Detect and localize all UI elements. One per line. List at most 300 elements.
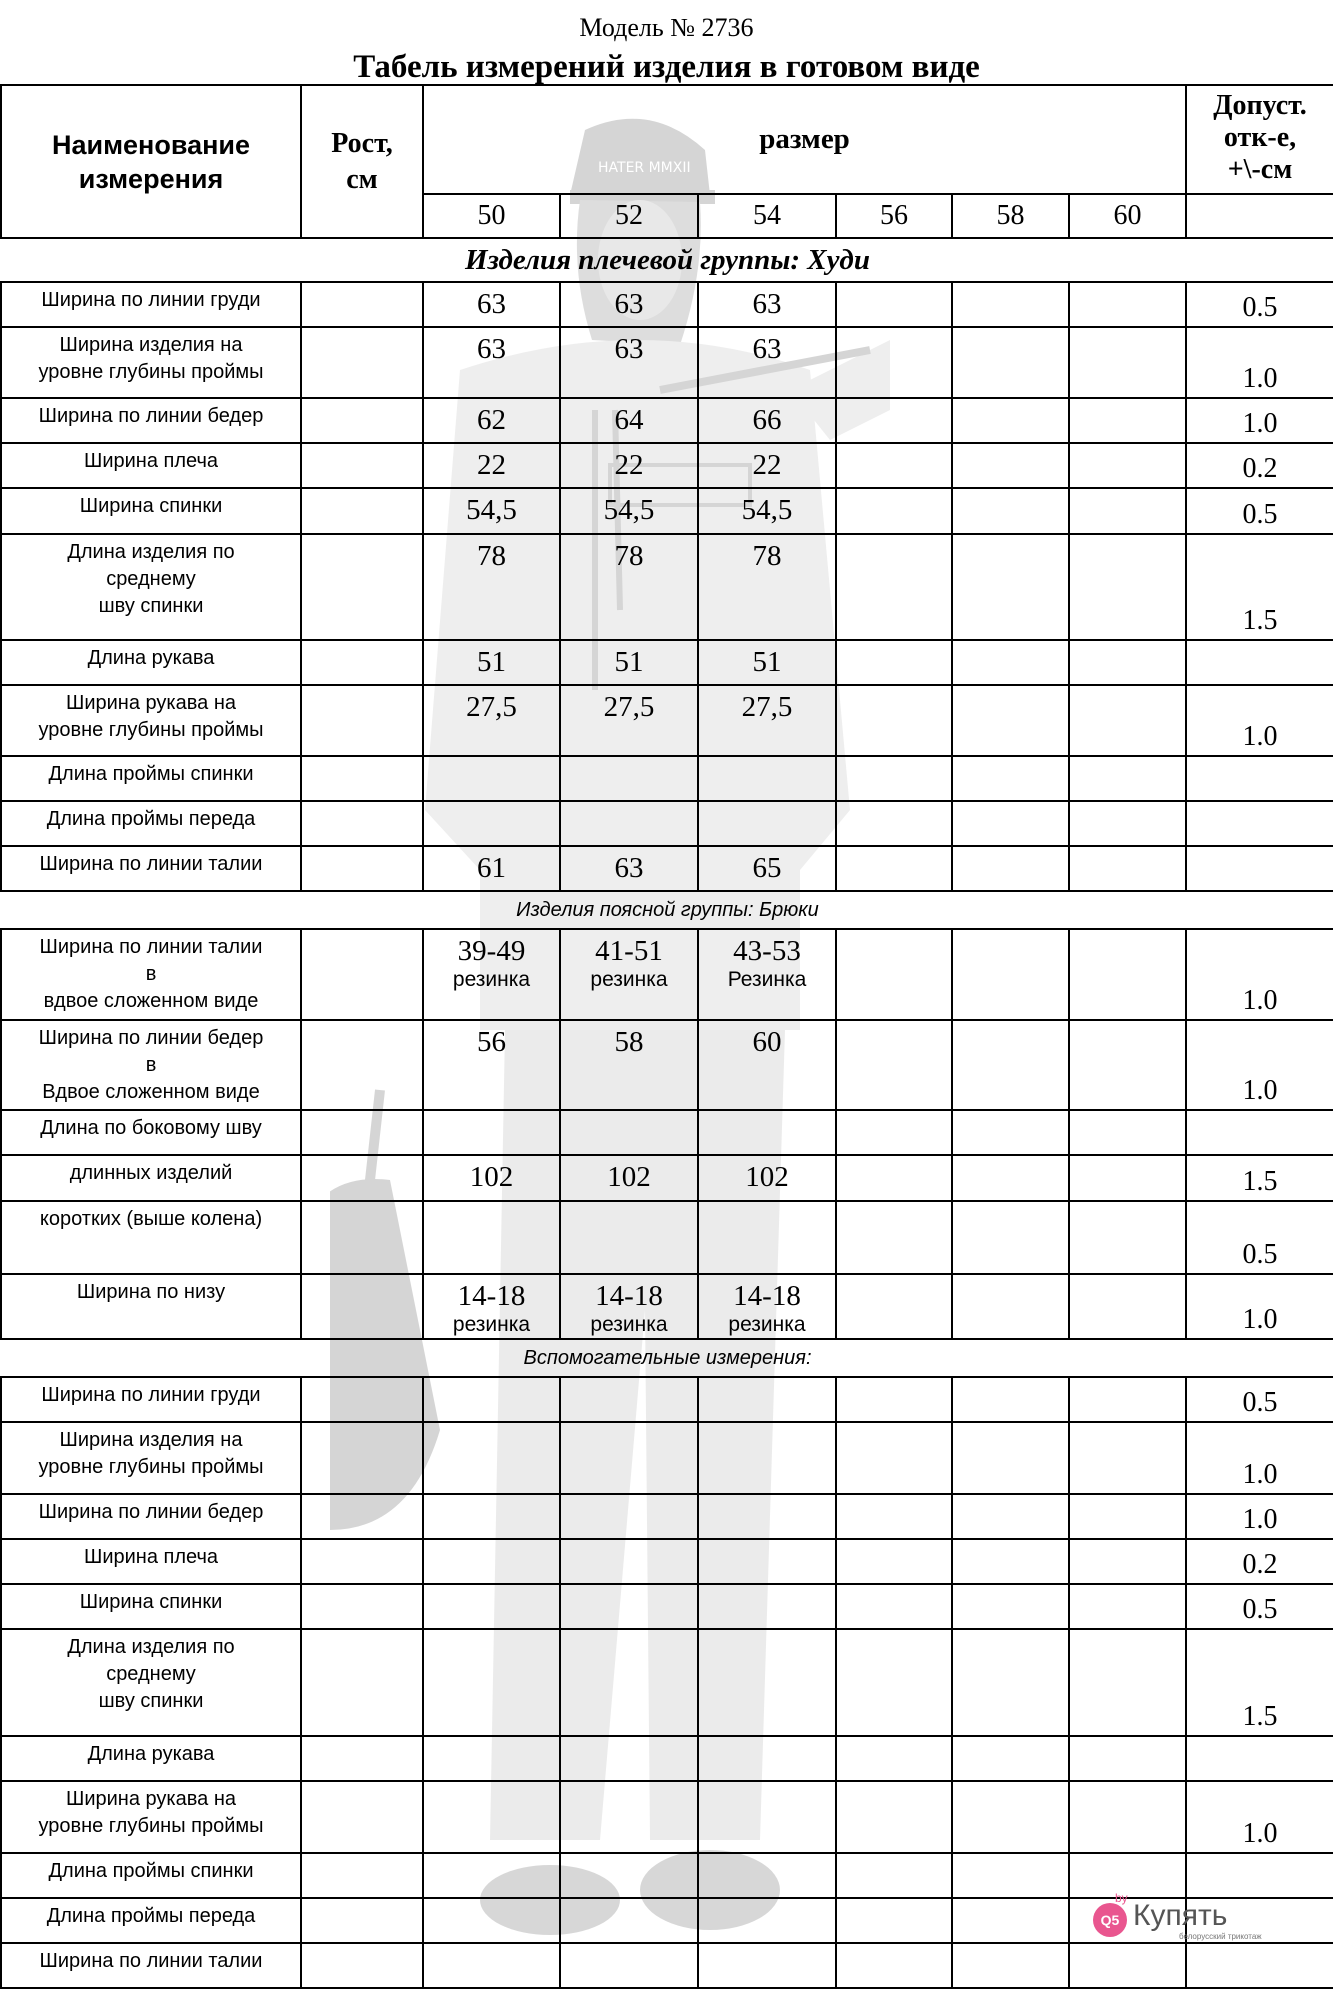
size-value-cell bbox=[560, 1781, 698, 1853]
size-value-cell bbox=[836, 1736, 952, 1781]
tolerance-value: 1.5 bbox=[1186, 1155, 1333, 1201]
table-row bbox=[1, 1781, 1333, 1853]
size-value-cell bbox=[952, 534, 1069, 640]
tolerance-value: 0.2 bbox=[1186, 1539, 1333, 1584]
size-value-cell bbox=[1069, 1584, 1186, 1629]
size-value: 51 bbox=[477, 646, 506, 678]
size-value: 78 bbox=[614, 540, 644, 572]
measurement-name: Ширина по линии бедер bbox=[1, 1494, 301, 1539]
size-value: 41-51 bbox=[595, 935, 663, 967]
size-value-cell bbox=[952, 443, 1069, 488]
size-value-cell bbox=[952, 640, 1069, 685]
size-value: 78 bbox=[477, 540, 506, 572]
section-title-row bbox=[1, 1339, 1333, 1377]
tolerance-value: 1.0 bbox=[1186, 1781, 1333, 1853]
section-title: Вспомогательные измерения: bbox=[1, 1339, 1333, 1377]
page-title: Табель измерений изделия в готовом виде bbox=[353, 49, 980, 85]
size-value-cell bbox=[1069, 685, 1186, 756]
size-value-cell bbox=[1069, 1201, 1186, 1274]
size-value-cell bbox=[1069, 1629, 1186, 1736]
height-cell bbox=[301, 1853, 423, 1898]
table-row bbox=[1, 846, 1333, 891]
size-value-cell bbox=[423, 685, 560, 756]
size-value-cell bbox=[560, 1898, 698, 1943]
size-value: 27,5 bbox=[741, 691, 793, 723]
size-value-cell bbox=[423, 1853, 560, 1898]
size-value: 63 bbox=[614, 333, 644, 365]
tolerance-value: 0.5 bbox=[1186, 282, 1333, 327]
tolerance-value: 1.0 bbox=[1186, 685, 1333, 756]
size-value-cell bbox=[952, 1274, 1069, 1339]
size-value-cell bbox=[560, 1377, 698, 1422]
column-header-size: размер bbox=[423, 85, 1186, 194]
size-value-cell bbox=[952, 846, 1069, 891]
measurement-name: Ширина спинки bbox=[1, 488, 301, 534]
size-value-cell bbox=[1069, 443, 1186, 488]
size-value-cell bbox=[1069, 756, 1186, 801]
height-cell bbox=[301, 1201, 423, 1274]
height-cell bbox=[301, 1943, 423, 1988]
size-value-cell bbox=[560, 488, 698, 534]
table-row bbox=[1, 640, 1333, 685]
height-cell bbox=[301, 1781, 423, 1853]
size-value-note: резинка bbox=[452, 1313, 531, 1336]
size-value-cell bbox=[560, 1736, 698, 1781]
size-value-cell bbox=[836, 398, 952, 443]
size-value-cell bbox=[560, 1422, 698, 1494]
size-value: 54,5 bbox=[741, 494, 793, 526]
size-value: 60 bbox=[752, 1026, 782, 1058]
size-value-cell bbox=[698, 534, 836, 640]
size-value: 102 bbox=[469, 1161, 514, 1193]
size-value: 64 bbox=[614, 404, 644, 436]
size-value-cell bbox=[698, 1155, 836, 1201]
size-value-cell bbox=[836, 1898, 952, 1943]
measurement-name: Ширина по низу bbox=[1, 1274, 301, 1339]
size-value-cell bbox=[698, 398, 836, 443]
size-value-cell bbox=[698, 1422, 836, 1494]
measurement-name: Длина изделия по среднему шву спинки bbox=[1, 1629, 301, 1736]
size-value: 22 bbox=[477, 449, 506, 481]
size-value-cell bbox=[423, 1898, 560, 1943]
size-value-cell bbox=[423, 1736, 560, 1781]
measurement-name: Ширина по линии талии bbox=[1, 1943, 301, 1988]
size-value-cell bbox=[952, 1943, 1069, 1988]
size-value: 39-49 bbox=[457, 935, 526, 967]
height-cell bbox=[301, 534, 423, 640]
size-value-cell bbox=[698, 1898, 836, 1943]
size-value-cell bbox=[836, 1943, 952, 1988]
size-value-cell bbox=[423, 534, 560, 640]
measurement-name: Ширина спинки bbox=[1, 1584, 301, 1629]
size-value: 22 bbox=[752, 449, 782, 481]
size-value-cell bbox=[836, 1020, 952, 1110]
size-value-cell bbox=[952, 282, 1069, 327]
section-title-row bbox=[1, 891, 1333, 929]
size-value: 63 bbox=[614, 852, 644, 884]
size-value-cell bbox=[698, 846, 836, 891]
size-value-cell bbox=[698, 443, 836, 488]
size-value: 63 bbox=[477, 333, 506, 365]
size-value-note: Резинка bbox=[727, 968, 807, 991]
size-value-cell bbox=[423, 640, 560, 685]
measurement-name: Длина проймы спинки bbox=[1, 756, 301, 801]
size-value-cell bbox=[560, 534, 698, 640]
size-value-cell bbox=[1069, 1020, 1186, 1110]
measurement-name: Ширина плеча bbox=[1, 1539, 301, 1584]
size-value-cell bbox=[1069, 846, 1186, 891]
height-cell bbox=[301, 801, 423, 846]
size-value-cell bbox=[698, 1377, 836, 1422]
size-value-cell bbox=[698, 1584, 836, 1629]
size-value-cell bbox=[836, 488, 952, 534]
tolerance-value: 1.5 bbox=[1186, 1629, 1333, 1736]
tolerance-value: 1.0 bbox=[1186, 1494, 1333, 1539]
size-value: 51 bbox=[752, 646, 782, 678]
table-row bbox=[1, 1377, 1333, 1422]
table-row bbox=[1, 488, 1333, 534]
height-cell bbox=[301, 1539, 423, 1584]
size-value-cell bbox=[423, 1629, 560, 1736]
measurement-table bbox=[0, 84, 1333, 1989]
height-cell bbox=[301, 1155, 423, 1201]
size-value-cell bbox=[698, 1539, 836, 1584]
size-value-cell bbox=[423, 1943, 560, 1988]
size-value-cell bbox=[836, 1155, 952, 1201]
size-value-cell bbox=[423, 1539, 560, 1584]
size-cell: 50 bbox=[423, 194, 560, 238]
size-value-cell bbox=[560, 1494, 698, 1539]
size-value-cell bbox=[836, 685, 952, 756]
table-row bbox=[1, 1943, 1333, 1988]
size-value-cell bbox=[952, 1020, 1069, 1110]
tolerance-blank-cell bbox=[1186, 194, 1333, 238]
size-value: 102 bbox=[607, 1161, 651, 1193]
size-value-cell bbox=[560, 929, 698, 1020]
size-value-cell bbox=[698, 1781, 836, 1853]
size-value-cell bbox=[952, 1110, 1069, 1155]
size-value-cell bbox=[1069, 282, 1186, 327]
tolerance-value bbox=[1186, 846, 1333, 891]
size-value-cell bbox=[423, 1377, 560, 1422]
height-cell bbox=[301, 1494, 423, 1539]
measurement-name: Длина проймы переда bbox=[1, 801, 301, 846]
size-value-cell bbox=[698, 1943, 836, 1988]
size-value-cell bbox=[952, 327, 1069, 398]
measurement-name: Ширина по линии груди bbox=[1, 1377, 301, 1422]
size-value-cell bbox=[952, 1736, 1069, 1781]
model-number: Модель № 2736 bbox=[579, 13, 754, 42]
size-value-cell bbox=[952, 488, 1069, 534]
table-row bbox=[1, 801, 1333, 846]
size-value-cell bbox=[1069, 1943, 1186, 1988]
size-value-cell bbox=[1069, 1274, 1186, 1339]
size-value-cell bbox=[836, 640, 952, 685]
size-value-cell bbox=[560, 640, 698, 685]
measurement-name: Ширина по линии груди bbox=[1, 282, 301, 327]
size-value-cell bbox=[698, 1494, 836, 1539]
size-value-cell bbox=[836, 1494, 952, 1539]
tolerance-value bbox=[1186, 756, 1333, 801]
size-value-cell bbox=[836, 929, 952, 1020]
size-value-cell bbox=[1069, 1422, 1186, 1494]
page-header bbox=[0, 8, 1333, 88]
size-cell: 54 bbox=[698, 194, 836, 238]
size-value-cell bbox=[1069, 327, 1186, 398]
size-value-cell bbox=[952, 1853, 1069, 1898]
size-value-cell bbox=[1069, 1736, 1186, 1781]
size-value: 63 bbox=[614, 288, 644, 320]
size-value-cell bbox=[560, 1584, 698, 1629]
size-cell: 58 bbox=[952, 194, 1069, 238]
size-value-cell bbox=[423, 1110, 560, 1155]
tolerance-value: 0.5 bbox=[1186, 1584, 1333, 1629]
size-value-cell bbox=[1069, 1539, 1186, 1584]
size-value: 62 bbox=[477, 404, 506, 436]
size-value-cell bbox=[952, 685, 1069, 756]
size-value-cell bbox=[698, 1020, 836, 1110]
size-value-cell bbox=[423, 443, 560, 488]
tolerance-value: 1.0 bbox=[1186, 398, 1333, 443]
tolerance-value: 1.0 bbox=[1186, 929, 1333, 1020]
size-value: 43-53 bbox=[733, 935, 801, 967]
size-value-cell bbox=[423, 1584, 560, 1629]
size-value-cell bbox=[698, 685, 836, 756]
brand-logo bbox=[1093, 1891, 1293, 1943]
table-row bbox=[1, 327, 1333, 398]
size-cell: 56 bbox=[836, 194, 952, 238]
size-value-cell bbox=[836, 327, 952, 398]
size-value-cell bbox=[423, 801, 560, 846]
size-value-cell bbox=[423, 756, 560, 801]
size-value-cell bbox=[698, 327, 836, 398]
size-value: 51 bbox=[614, 646, 644, 678]
table-row bbox=[1, 443, 1333, 488]
size-value-cell bbox=[1069, 534, 1186, 640]
size-value-cell bbox=[698, 1629, 836, 1736]
logo-name: Купять bbox=[1133, 1899, 1228, 1932]
measurement-name: Длина проймы спинки bbox=[1, 1853, 301, 1898]
tolerance-value bbox=[1186, 640, 1333, 685]
size-value-cell bbox=[423, 1781, 560, 1853]
size-value-cell bbox=[952, 929, 1069, 1020]
size-value-cell bbox=[1069, 640, 1186, 685]
size-value-cell bbox=[836, 1110, 952, 1155]
height-cell bbox=[301, 1020, 423, 1110]
size-value-cell bbox=[560, 443, 698, 488]
size-value-cell bbox=[952, 1155, 1069, 1201]
height-cell bbox=[301, 398, 423, 443]
size-value-note: резинка bbox=[590, 1313, 668, 1336]
height-cell bbox=[301, 327, 423, 398]
size-value: 66 bbox=[752, 404, 782, 436]
tolerance-value bbox=[1186, 801, 1333, 846]
size-value-cell bbox=[1069, 1781, 1186, 1853]
size-value-cell bbox=[836, 1422, 952, 1494]
height-cell bbox=[301, 846, 423, 891]
height-cell bbox=[301, 1377, 423, 1422]
size-value: 78 bbox=[752, 540, 782, 572]
measurement-name: Ширина рукава на уровне глубины проймы bbox=[1, 685, 301, 756]
size-value-cell bbox=[698, 488, 836, 534]
size-value-cell bbox=[698, 640, 836, 685]
size-value-cell bbox=[836, 282, 952, 327]
size-value-cell bbox=[952, 1539, 1069, 1584]
size-value-cell bbox=[560, 1020, 698, 1110]
size-value-cell bbox=[952, 1781, 1069, 1853]
measurement-name: Длина изделия по среднему шву спинки bbox=[1, 534, 301, 640]
size-value: 63 bbox=[752, 288, 782, 320]
size-value-cell bbox=[560, 801, 698, 846]
size-value-cell bbox=[836, 1781, 952, 1853]
tolerance-value: 1.0 bbox=[1186, 1274, 1333, 1339]
measurement-name: коротких (выше колена) bbox=[1, 1201, 301, 1274]
size-value-cell bbox=[560, 1274, 698, 1339]
size-value-cell bbox=[952, 1422, 1069, 1494]
size-value-cell bbox=[698, 1274, 836, 1339]
column-header-height: Рост, см bbox=[301, 85, 423, 238]
size-value-cell bbox=[423, 1494, 560, 1539]
size-value-cell bbox=[423, 398, 560, 443]
size-value: 56 bbox=[477, 1026, 506, 1058]
height-cell bbox=[301, 1422, 423, 1494]
size-value-note: резинка bbox=[452, 968, 531, 991]
size-value-cell bbox=[836, 1377, 952, 1422]
height-cell bbox=[301, 1629, 423, 1736]
size-value-cell bbox=[560, 282, 698, 327]
table-row bbox=[1, 1274, 1333, 1339]
table-row bbox=[1, 534, 1333, 640]
measurement-name: Длина проймы переда bbox=[1, 1898, 301, 1943]
size-value: 27,5 bbox=[466, 691, 517, 723]
size-value-cell bbox=[1069, 1110, 1186, 1155]
measurement-name: Длина по боковому шву bbox=[1, 1110, 301, 1155]
table-row bbox=[1, 1020, 1333, 1110]
table-row bbox=[1, 398, 1333, 443]
size-value-cell bbox=[836, 756, 952, 801]
size-cell: 60 bbox=[1069, 194, 1186, 238]
size-value-cell bbox=[698, 1736, 836, 1781]
height-cell bbox=[301, 1584, 423, 1629]
table-row bbox=[1, 1736, 1333, 1781]
size-value-cell bbox=[952, 398, 1069, 443]
tolerance-value bbox=[1186, 1110, 1333, 1155]
size-value: 14-18 bbox=[595, 1280, 663, 1312]
tolerance-value: 0.5 bbox=[1186, 1201, 1333, 1274]
tolerance-value: 0.2 bbox=[1186, 443, 1333, 488]
table-row bbox=[1, 282, 1333, 327]
size-value-cell bbox=[560, 756, 698, 801]
height-cell bbox=[301, 1274, 423, 1339]
tolerance-value bbox=[1186, 1853, 1333, 1898]
size-value-cell bbox=[423, 327, 560, 398]
tolerance-value: 0.5 bbox=[1186, 488, 1333, 534]
size-value-cell bbox=[836, 1853, 952, 1898]
size-value-cell bbox=[1069, 1494, 1186, 1539]
column-header-name: Наименование измерения bbox=[1, 85, 301, 238]
height-cell bbox=[301, 640, 423, 685]
header-row bbox=[1, 85, 1333, 194]
size-value-cell bbox=[698, 801, 836, 846]
height-cell bbox=[301, 685, 423, 756]
table-row bbox=[1, 685, 1333, 756]
size-value-cell bbox=[560, 1853, 698, 1898]
size-value-note: резинка bbox=[728, 1313, 806, 1336]
size-value-cell bbox=[952, 1584, 1069, 1629]
height-cell bbox=[301, 929, 423, 1020]
size-value-cell bbox=[423, 1201, 560, 1274]
size-value-cell bbox=[952, 1629, 1069, 1736]
size-value-cell bbox=[560, 398, 698, 443]
size-value: 102 bbox=[745, 1161, 789, 1193]
measurement-name: Длина рукава bbox=[1, 640, 301, 685]
size-value-cell bbox=[698, 1201, 836, 1274]
size-value-cell bbox=[560, 1110, 698, 1155]
size-value-cell bbox=[836, 846, 952, 891]
size-value-cell bbox=[1069, 929, 1186, 1020]
size-value-cell bbox=[1069, 398, 1186, 443]
size-value-cell bbox=[952, 1377, 1069, 1422]
size-value-cell bbox=[836, 1274, 952, 1339]
size-value-cell bbox=[836, 1201, 952, 1274]
measurement-name: Ширина рукава на уровне глубины проймы bbox=[1, 1781, 301, 1853]
section-title: Изделия поясной группы: Брюки bbox=[1, 891, 1333, 929]
size-value: 61 bbox=[477, 852, 506, 884]
size-value-cell bbox=[836, 1539, 952, 1584]
size-value: 54,5 bbox=[466, 494, 517, 526]
table-row bbox=[1, 929, 1333, 1020]
size-value-cell bbox=[560, 685, 698, 756]
size-value-cell bbox=[423, 929, 560, 1020]
table-row bbox=[1, 756, 1333, 801]
size-value-cell bbox=[836, 534, 952, 640]
size-value-cell bbox=[560, 1629, 698, 1736]
size-value-cell bbox=[1069, 1155, 1186, 1201]
size-value-cell bbox=[836, 1629, 952, 1736]
measurement-name: Ширина изделия на уровне глубины проймы bbox=[1, 1422, 301, 1494]
size-value-cell bbox=[423, 846, 560, 891]
table-row bbox=[1, 1110, 1333, 1155]
size-value-cell bbox=[423, 1155, 560, 1201]
logo-badge-icon: Q5 bbox=[1093, 1903, 1127, 1937]
tolerance-value: 1.0 bbox=[1186, 1422, 1333, 1494]
size-value-cell bbox=[1069, 1377, 1186, 1422]
size-value-cell bbox=[560, 1201, 698, 1274]
height-cell bbox=[301, 756, 423, 801]
size-value: 65 bbox=[752, 852, 782, 884]
size-value-cell bbox=[836, 801, 952, 846]
measurement-name: Ширина по линии талии bbox=[1, 846, 301, 891]
size-value-cell bbox=[560, 1539, 698, 1584]
height-cell bbox=[301, 1736, 423, 1781]
logo-tagline: белорусский трикотаж bbox=[1179, 1932, 1262, 1941]
measurement-name: Ширина изделия на уровне глубины проймы bbox=[1, 327, 301, 398]
measurement-name: Ширина по линии бедер в Вдвое сложенном виде bbox=[1, 1020, 301, 1110]
table-row bbox=[1, 1853, 1333, 1898]
height-cell bbox=[301, 282, 423, 327]
table-row bbox=[1, 1422, 1333, 1494]
measurement-name: длинных изделий bbox=[1, 1155, 301, 1201]
size-value-cell bbox=[560, 327, 698, 398]
size-value: 27,5 bbox=[603, 691, 655, 723]
size-value-cell bbox=[423, 1274, 560, 1339]
size-value: 22 bbox=[614, 449, 644, 481]
table-row bbox=[1, 1201, 1333, 1274]
table-row bbox=[1, 1629, 1333, 1736]
size-value-cell bbox=[698, 282, 836, 327]
size-value-cell bbox=[698, 929, 836, 1020]
height-cell bbox=[301, 1898, 423, 1943]
